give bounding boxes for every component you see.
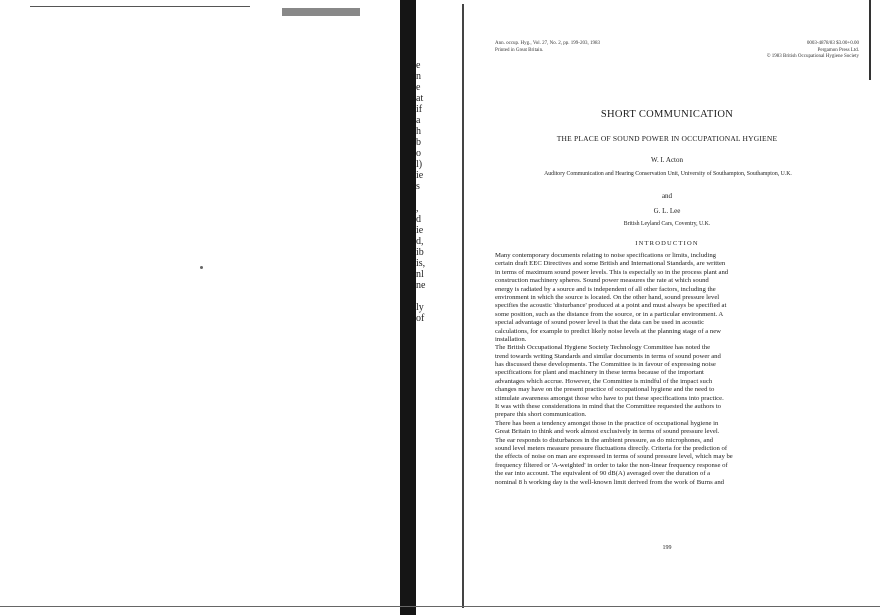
left-page-fragment: of	[416, 313, 425, 324]
body-line: in terms of maximum sound power levels. This is especially so in the process plant and	[495, 268, 729, 276]
left-page-fragment: e	[416, 82, 421, 93]
body-line: Great Britain to think and work almost exclusively in terms of sound pressure level.	[495, 428, 720, 436]
left-page-fragment: nl	[416, 269, 424, 280]
left-page-fragment: ie	[416, 170, 424, 181]
left-page-fragment: ly	[416, 302, 424, 313]
body-line: special advantage of sound power level is that the data can be used in acoustic	[495, 319, 705, 327]
publisher-line: 0003-4878/83 $3.00+0.00	[806, 41, 859, 46]
body-line: the effects of noise on man are expressed in terms of sound pressure level, which may be	[495, 453, 733, 461]
body-line: the ear into account. The equivalent of 90 dB(A) averaged over the duration of a	[495, 470, 711, 478]
author-name: W. I. Acton	[650, 156, 684, 164]
journal-page	[467, 0, 867, 606]
body-line: specifies the acoustic 'disturbance' produced at a point and must always be specified at	[495, 302, 727, 310]
book-spine-shadow	[400, 0, 416, 615]
body-line: changes may have on the present practice of occupational hygiene and the need to	[495, 386, 715, 394]
right-page-edge	[869, 0, 871, 80]
author-name: G. L. Lee	[653, 207, 681, 215]
page-number: 199	[662, 545, 672, 551]
left-page-fragment: e	[416, 60, 421, 71]
body-line: stimulate awareness amongst those who have to put these specifications into practice.	[495, 394, 724, 402]
left-page-fragment: b	[416, 137, 421, 148]
body-line: There has been a tendency amongst those in the practice of occupational hygiene in	[495, 419, 719, 427]
left-page-fragment: ie	[416, 225, 424, 236]
body-text	[495, 252, 839, 487]
left-page-fragment: l)	[416, 159, 423, 170]
left-page-fragment: if	[416, 104, 423, 115]
left-page-fragment: ne	[416, 280, 426, 291]
body-line: energy is radiated by a source and is independent of all other factors, including the	[495, 285, 716, 293]
left-page-fragment: s	[416, 181, 420, 192]
scan-smudge	[282, 8, 360, 16]
body-line: nominal 8 h working day is the well-known limit derived from the work of Burns and	[495, 478, 725, 486]
introduction-heading: INTRODUCTION	[635, 240, 699, 247]
body-line: certain draft EEC Directives and some British and International Standards, are written	[495, 260, 726, 268]
left-page-fragment: d,	[416, 236, 424, 247]
publisher-info	[767, 41, 859, 61]
body-line: It was with these considerations in mind that the Committee requested the authors to	[495, 403, 722, 411]
left-page-fragment	[416, 291, 430, 302]
left-page-fragment	[416, 192, 430, 203]
scan-dot	[200, 266, 203, 269]
left-page-fragment: h	[416, 126, 421, 137]
page-edge-line	[462, 4, 464, 608]
left-page-fragment: ,	[416, 203, 419, 214]
author-affiliation: British Leyland Cars, Coventry, U.K.	[623, 221, 711, 227]
publisher-line: © 1983 British Occupational Hygiene Society	[766, 54, 859, 59]
body-line: trend towards writing Standards and similar documents in terms of sound power and	[495, 352, 721, 360]
article-title: THE PLACE OF SOUND POWER IN OCCUPATIONAL HYGIENE	[556, 134, 778, 143]
left-page-fragments	[416, 60, 430, 324]
body-line: some position, such as the distance from the source, or in a particular environment. A	[495, 310, 724, 318]
left-page-fragment: ib	[416, 247, 424, 258]
body-line: calculations, for example to predict likely noise levels at the planning stage of a new	[495, 327, 722, 335]
body-line: advantages which accrue. However, the Committee is mindful of the impact such	[495, 377, 713, 385]
left-page-fragment: n	[416, 71, 421, 82]
section-heading: SHORT COMMUNICATION	[600, 109, 734, 120]
left-page-fragment: d	[416, 214, 421, 225]
body-line: specifications for plant and machinery in these terms because of the important	[495, 369, 704, 377]
scan-top-rule	[30, 6, 250, 7]
journal-citation	[495, 41, 600, 54]
left-page-fragment: at	[416, 93, 424, 104]
body-line: installation.	[495, 335, 527, 343]
body-line: Many contemporary documents relating to noise specifications or limits, including	[495, 252, 717, 259]
body-line: The ear responds to disturbances in the ambient pressure, as do microphones, and	[495, 436, 714, 444]
body-line: sound level meters measure pressure fluctuations directly. Criteria for the prediction of	[495, 444, 728, 452]
left-page-fragment: o	[416, 148, 421, 159]
publisher-line: Pergamon Press Ltd.	[817, 47, 859, 53]
left-page-fragment: is,	[416, 258, 426, 269]
body-line: construction machinery spheres. Sound power measures the rate at which sound	[495, 277, 709, 285]
author-conjunction: and	[661, 192, 673, 200]
author-affiliation: Auditory Communication and Hearing Conservation Unit, University of Southampton, Southampton, U.K.	[544, 171, 792, 177]
body-line: frequency filtered or 'A-weighted' in order to take the non-linear frequency response of	[495, 461, 728, 469]
left-page-fragment: a	[416, 115, 421, 126]
body-line: prepare this short communication.	[495, 411, 587, 419]
body-line: has discussed these developments. The Committee is in favour of expressing noise	[495, 361, 716, 369]
scan-bottom-rule	[0, 606, 880, 607]
body-line: The British Occupational Hygiene Society Technology Committee has noted the	[495, 344, 711, 352]
body-line: environment in which the source is located. On the other hand, sound pressure level	[495, 293, 720, 301]
journal-line: Printed in Great Britain.	[495, 47, 544, 53]
journal-line: Ann. occup. Hyg., Vol. 27, No. 2, pp. 199-203, 1983	[495, 41, 600, 46]
